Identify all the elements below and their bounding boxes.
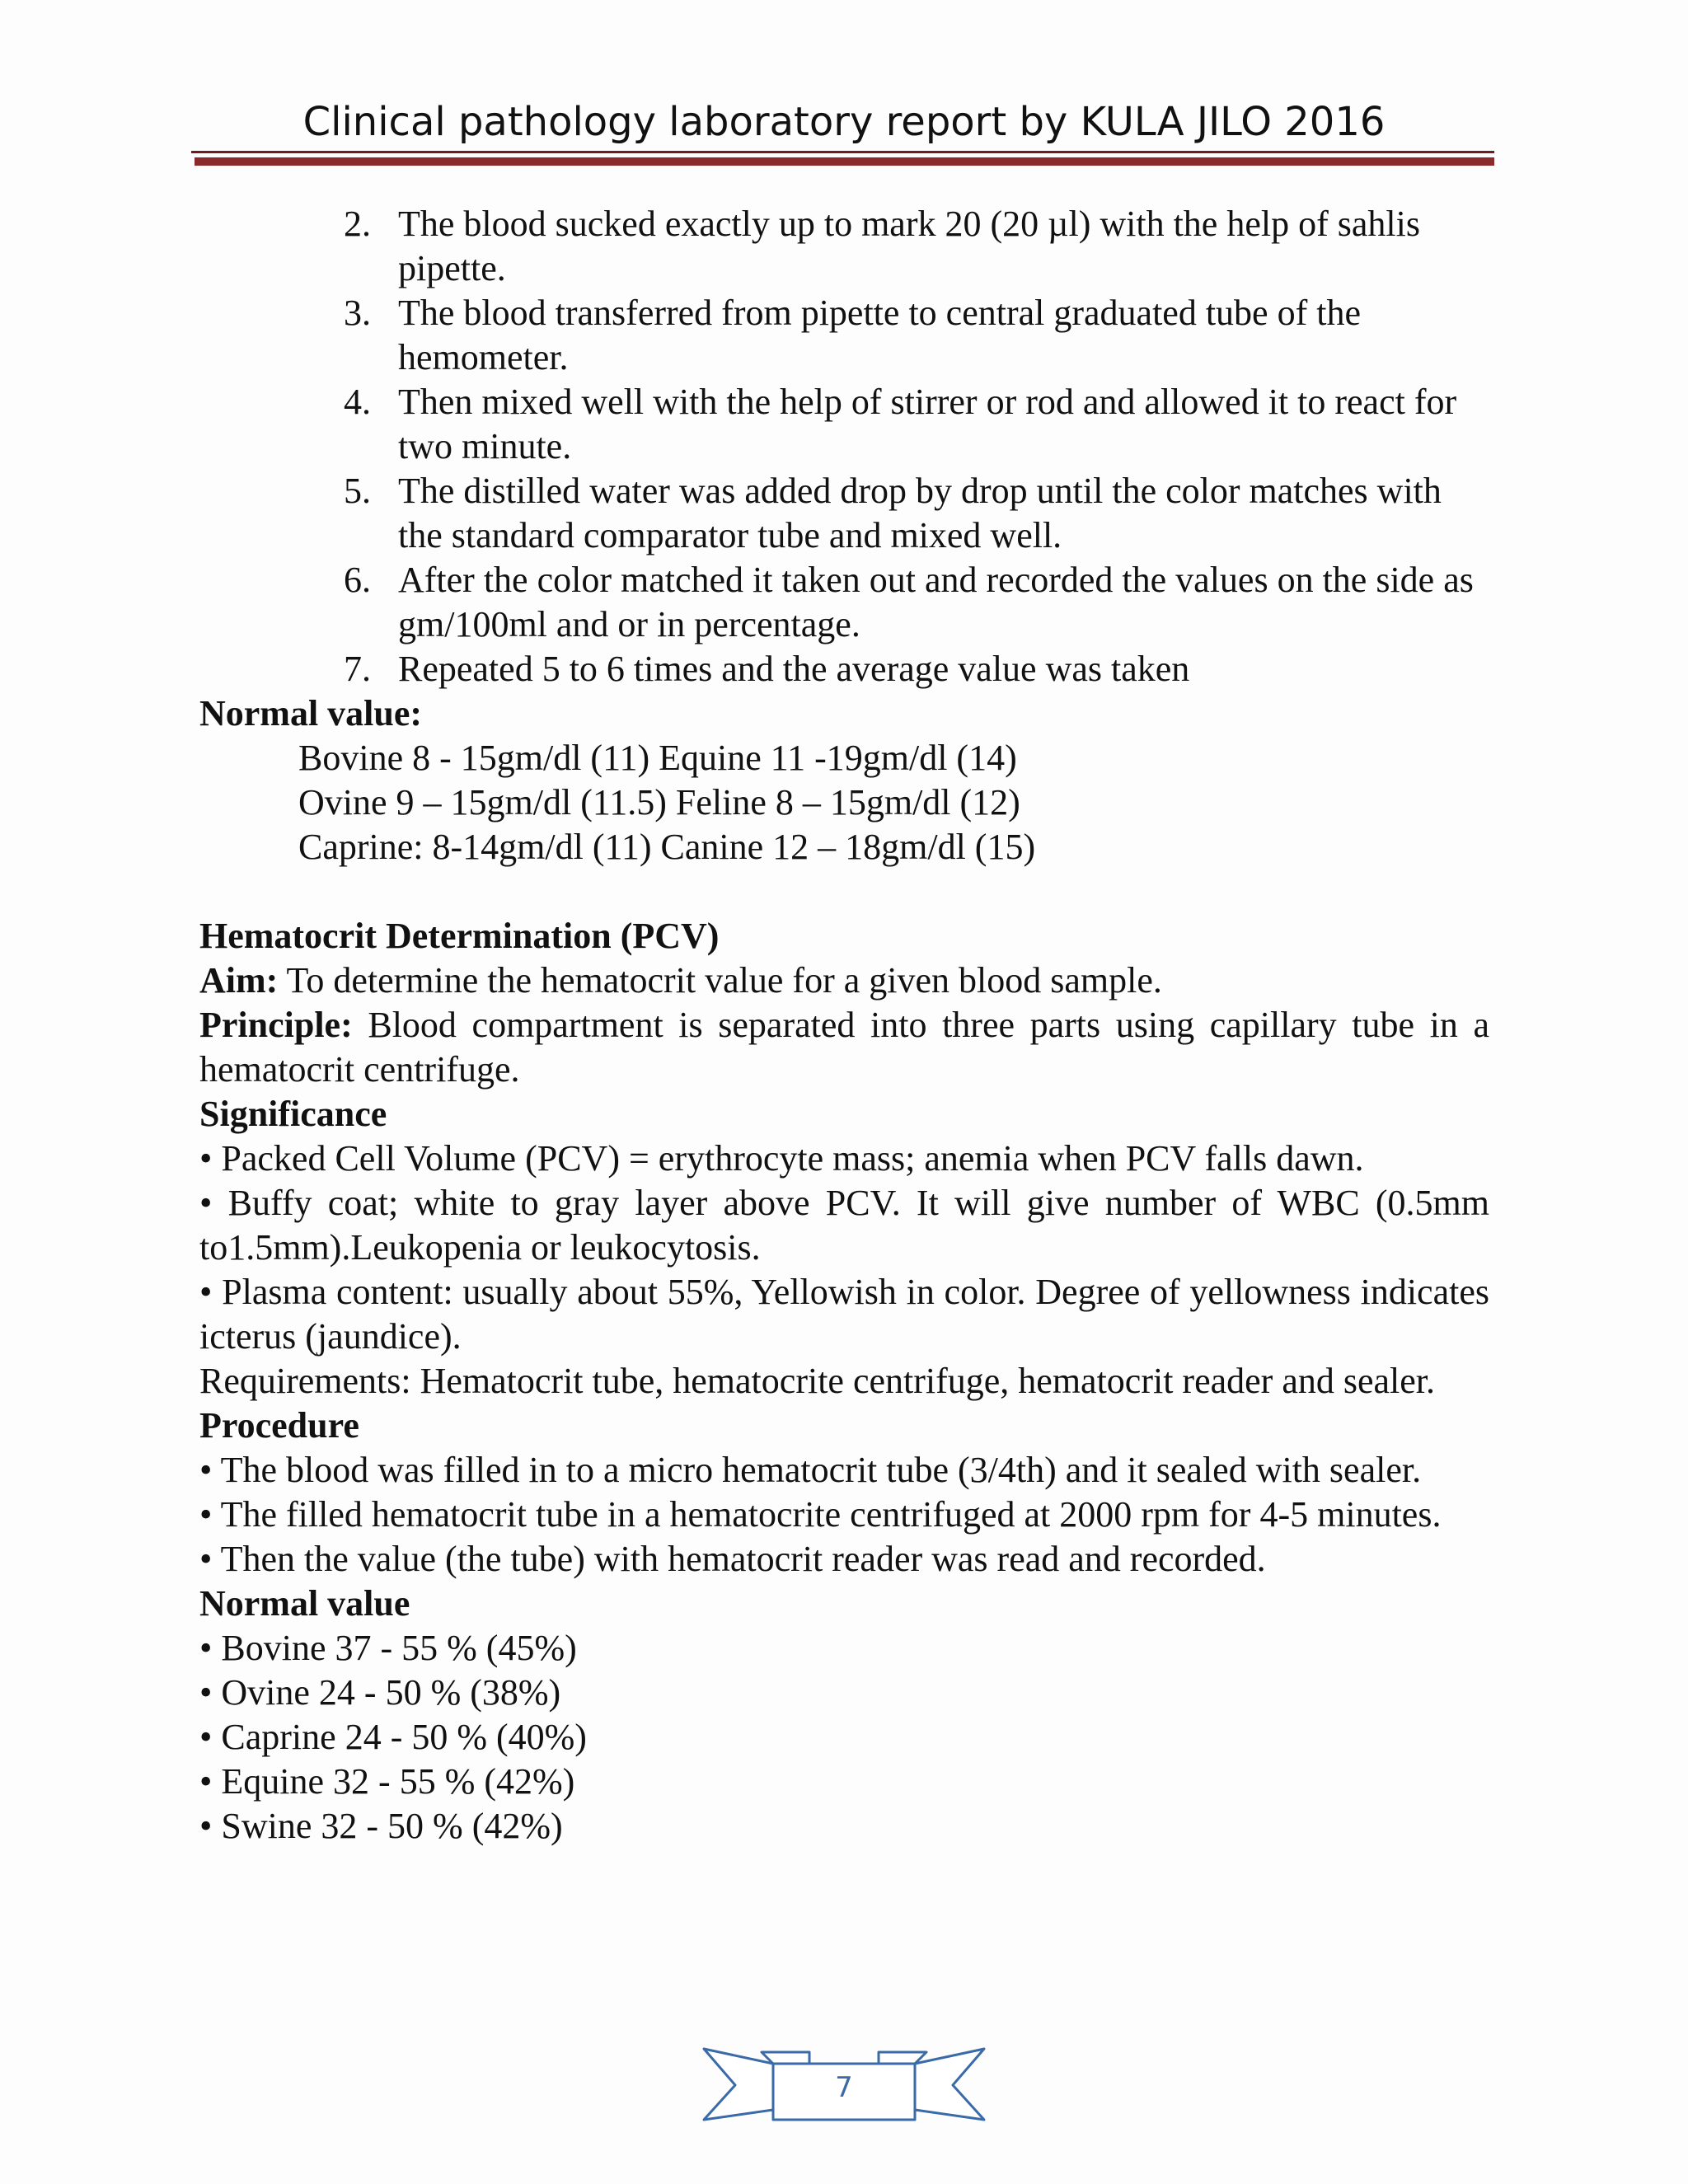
header-rule-thick — [195, 157, 1494, 166]
list-item: • The blood was filled in to a micro hematocrit tube (3/4th) and it sealed with sealer. — [199, 1450, 1422, 1490]
step-text: The distilled water was added drop by drop until the color matches with the standard comparator tube and mixed well. — [398, 471, 1442, 555]
page-header-title: Clinical pathology laboratory report by KULA JILO 2016 — [302, 99, 1386, 145]
requirements-paragraph: Requirements: Hematocrit tube, hematocrite centrifuge, hematocrit reader and sealer. — [199, 1361, 1436, 1401]
list-item: • Buffy coat; white to gray layer above PCV. It will give number of WBC (0.5mm to1.5mm).Leukopenia or leukocytosis. — [199, 1183, 1489, 1268]
list-item — [199, 469, 1489, 558]
section-spacer — [199, 869, 1489, 914]
list-item — [199, 558, 1489, 647]
aim-text: To determine the hematocrit value for a given blood sample. — [278, 960, 1162, 1001]
step-number: 4. — [344, 382, 371, 422]
hb-normal-value-heading: Normal value: — [199, 693, 423, 733]
list-item — [199, 647, 1489, 691]
step-number: 7. — [344, 649, 371, 689]
header-rule-thin — [191, 151, 1494, 153]
list-item — [199, 202, 1489, 291]
aim-paragraph — [199, 958, 1489, 1003]
step-text: After the color matched it taken out and recorded the values on the side as gm/100ml and or in percentage. — [398, 560, 1474, 644]
hb-normal-value-block — [199, 736, 1489, 869]
significance-heading: Significance — [199, 1094, 387, 1134]
list-item: • Bovine 37 - 55 % (45%) — [199, 1628, 577, 1668]
list-item — [199, 291, 1489, 380]
list-item: • The filled hematocrit tube in a hematocrite centrifuged at 2000 rpm for 4-5 minutes. — [199, 1494, 1442, 1535]
hb-normal-value-line: Ovine 9 – 15gm/dl (11.5) Feline 8 – 15gm/dl (12) — [298, 782, 1020, 823]
list-item: • Caprine 24 - 50 % (40%) — [199, 1717, 587, 1757]
principle-paragraph — [199, 1003, 1489, 1092]
list-item: • Then the value (the tube) with hematocrit reader was read and recorded. — [199, 1539, 1266, 1579]
procedure-steps-list — [199, 202, 1489, 691]
list-item: • Plasma content: usually about 55%, Yellowish in color. Degree of yellowness indicates icterus (jaundice). — [199, 1272, 1489, 1357]
page-number: 7 — [835, 2071, 853, 2104]
step-text: The blood sucked exactly up to mark 20 (20 µl) with the help of sahlis pipette. — [398, 204, 1420, 288]
step-number: 5. — [344, 471, 371, 511]
step-text: The blood transferred from pipette to central graduated tube of the hemometer. — [398, 293, 1361, 377]
hb-normal-value-line: Caprine: 8-14gm/dl (11) Canine 12 – 18gm/dl (15) — [298, 827, 1036, 867]
principle-label: Principle: — [199, 1005, 353, 1045]
principle-text: Blood compartment is separated into three parts using capillary tube in a hematocrit centrifuge. — [199, 1005, 1489, 1090]
step-text: Repeated 5 to 6 times and the average value was taken — [398, 649, 1190, 689]
procedure-heading: Procedure — [199, 1405, 359, 1446]
step-number: 2. — [344, 204, 371, 244]
step-number: 3. — [344, 293, 371, 333]
pcv-normal-value-heading: Normal value — [199, 1583, 410, 1624]
list-item: • Packed Cell Volume (PCV) = erythrocyte mass; anemia when PCV falls dawn. — [199, 1138, 1364, 1179]
page-content — [199, 202, 1489, 1849]
list-item: • Ovine 24 - 50 % (38%) — [199, 1672, 561, 1713]
section-title: Hematocrit Determination (PCV) — [199, 916, 720, 956]
list-item — [199, 380, 1489, 469]
step-text: Then mixed well with the help of stirrer or rod and allowed it to react for two minute. — [398, 382, 1457, 466]
step-number: 6. — [344, 560, 371, 600]
list-item: • Swine 32 - 50 % (42%) — [199, 1806, 563, 1846]
list-item: • Equine 32 - 55 % (42%) — [199, 1761, 575, 1802]
aim-label: Aim: — [199, 960, 279, 1001]
hb-normal-value-line: Bovine 8 - 15gm/dl (11) Equine 11 -19gm/dl (14) — [298, 738, 1017, 778]
